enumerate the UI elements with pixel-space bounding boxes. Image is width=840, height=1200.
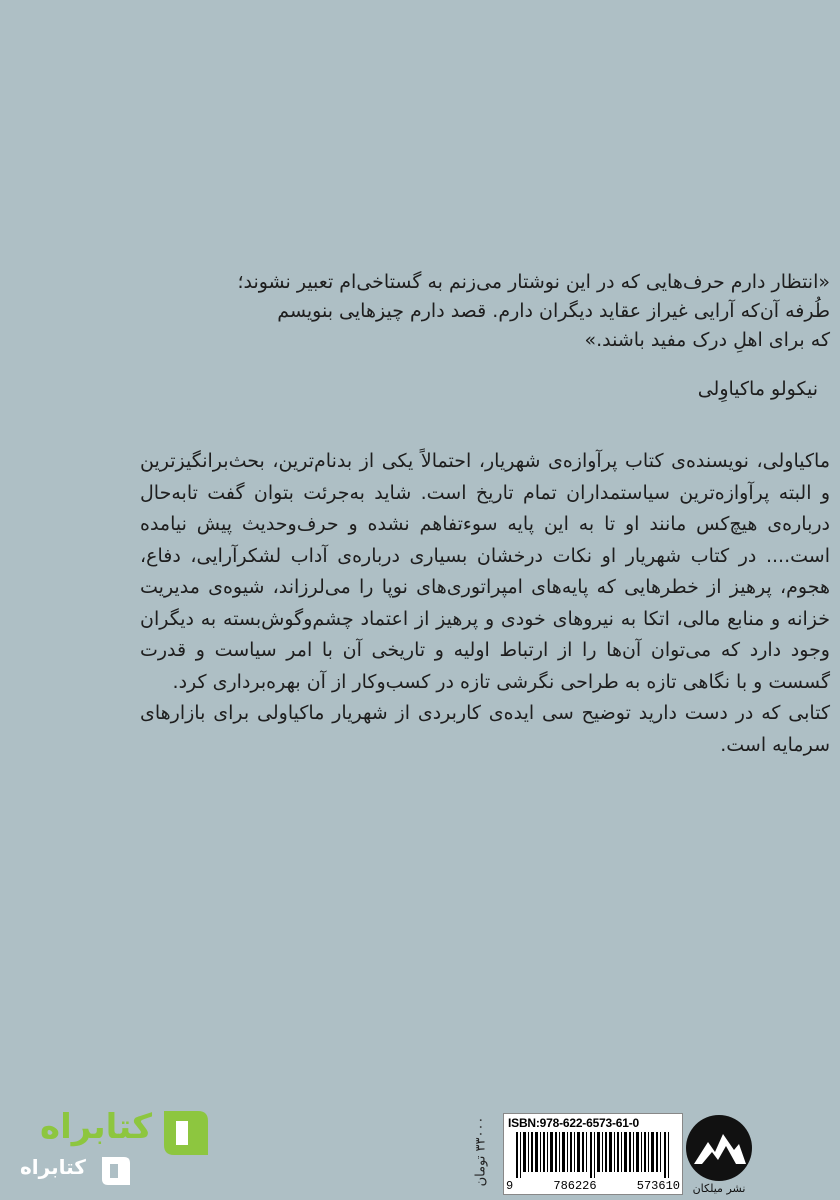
blurb-text xyxy=(140,446,830,761)
quote-line: که برای اهلِ درک مفید باشند.» xyxy=(584,329,830,351)
epigraph-quote xyxy=(140,268,830,355)
mountain-logo-icon xyxy=(682,1112,756,1182)
brand-watermark xyxy=(10,1105,220,1193)
barcode-digit: 786226 xyxy=(553,1179,597,1193)
book-logo-icon xyxy=(158,1105,214,1161)
price-text: ۳۳۰۰۰ تومان xyxy=(473,1116,489,1186)
price-label xyxy=(466,1105,496,1197)
isbn-text: ISBN:978-622-6573-61-0 xyxy=(508,1116,640,1130)
barcode-digits xyxy=(506,1179,680,1193)
brand-name-small: کتابراه xyxy=(20,1155,86,1179)
quote-line: «انتظار دارم حرف‌هایی که در این نوشتار می‌زنم به گستاخی‌ام تعبیر نشوند؛ xyxy=(237,271,830,293)
quote-line: طُرفه آن‌که آرایی غیراز عقاید دیگران دارم. قصد دارم چیزهایی بنویسم xyxy=(277,300,830,322)
brand-name: کتابراه xyxy=(40,1107,153,1147)
barcode-digit: 573610 xyxy=(636,1179,680,1193)
blurb-paragraph: ماکیاولی، نویسنده‌ی کتاب پرآوازه‌ی شهریار، احتمالاً یکی از بدنام‌ترین، بحث‌برانگیزترین و البته پرآوازه‌ترین سیاستمداران تمام تاریخ است. شاید به‌جرئت بتوان گفت تابه‌حال درباره‌ی هیچ‌کس مانند او تا به این پایه سوءتفاهم نشده و حرف‌وحدیث پیش نیامده است.... در کتاب شهریار او نکات درخشان بسیاری درباره‌ی آداب لشکرآرایی، دفاع، هجوم، پرهیز از خطرهایی که پایه‌های امپراتوری‌های نوپا را می‌لرزاند، شیوه‌ی مدیریت خزانه و منابع مالی، اتکا به نیروهای خودی و پرهیز از اعتماد چشم‌وگوش‌بسته به دیگران وجود دارد که می‌توان آن‌ها را از ارتباط اولیه و تاریخی آن با امر سیاست و قدرت گسست و با نگاهی تازه به طراحی نگرشی تازه در کسب‌وکار از آن بهره‌برداری کرد. xyxy=(140,450,830,693)
quote-author: نیکولو ماکیاوِلی xyxy=(697,378,818,400)
publisher-logo xyxy=(682,1112,756,1194)
book-logo-small-icon xyxy=(98,1153,134,1189)
barcode-digit: 9 xyxy=(506,1179,514,1193)
barcode-icon xyxy=(516,1132,672,1178)
isbn-barcode xyxy=(503,1113,683,1195)
publisher-name: نشر میلکان xyxy=(692,1182,746,1195)
blurb-paragraph: کتابی که در دست دارید توضیح سی ایده‌ی کاربردی از شهریار ماکیاولی برای بازارهای سرمایه است. xyxy=(140,702,830,756)
